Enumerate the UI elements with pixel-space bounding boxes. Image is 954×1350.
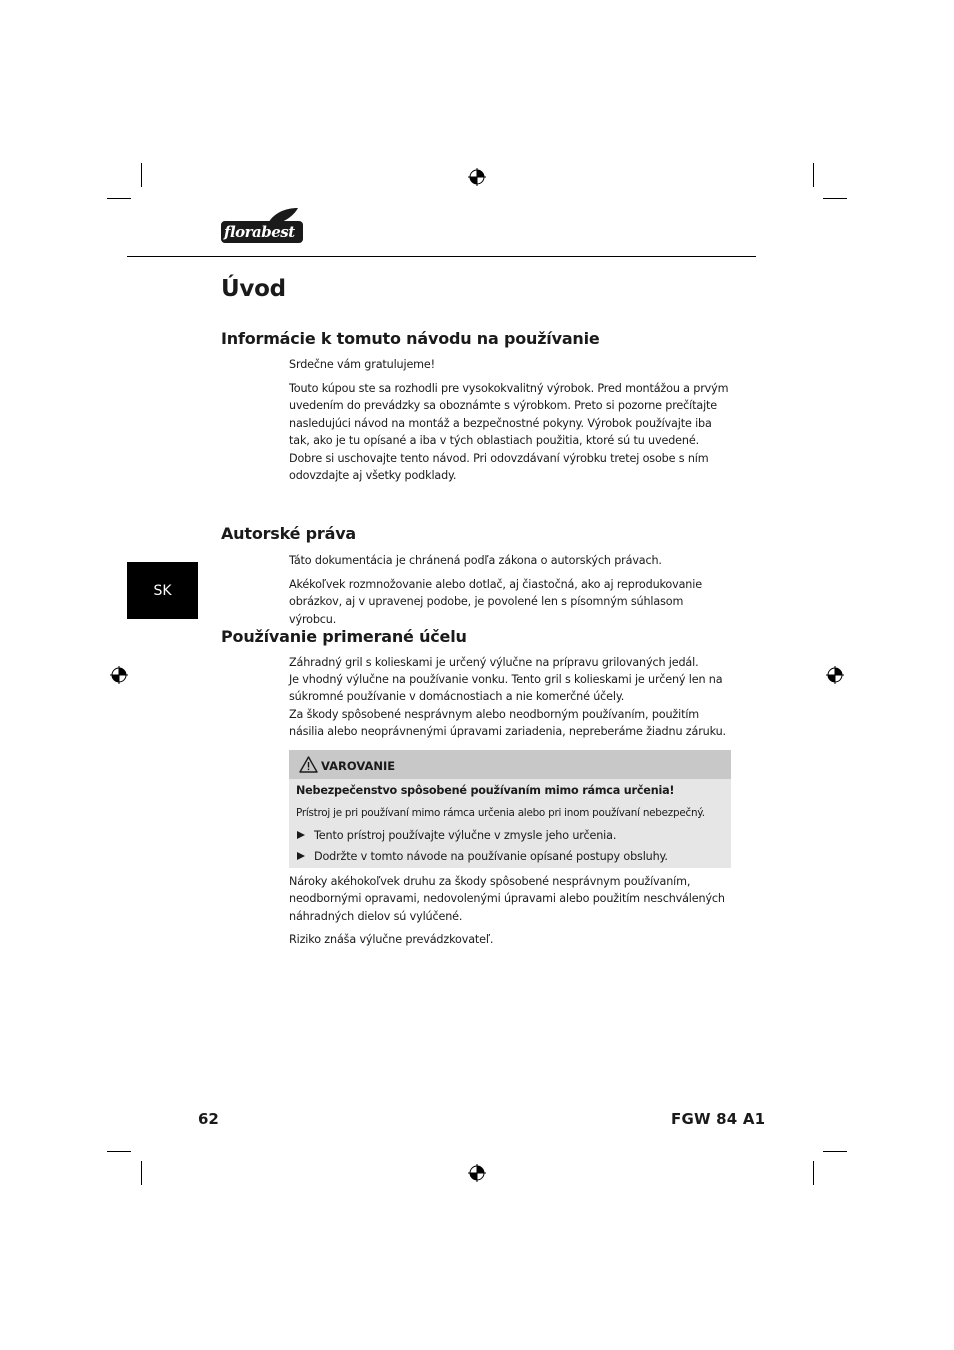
warning-label: VAROVANIE bbox=[321, 759, 396, 773]
paragraph: Záhradný gril s kolieskami je určený výlučne na prípravu grilovaných jedál. bbox=[289, 656, 699, 669]
crop-mark bbox=[107, 1151, 131, 1152]
page-number: 62 bbox=[198, 1110, 219, 1128]
model-number: FGW 84 A1 bbox=[671, 1110, 766, 1128]
bullet-arrow-icon bbox=[297, 852, 305, 860]
registration-mark-icon bbox=[468, 168, 486, 186]
section-heading: Používanie primerané účelu bbox=[221, 627, 467, 646]
paragraph: Nároky akéhokoľvek druhu za škody spôsobené nesprávnym používaním, neodbornými opravami, nedovolenými úpravami alebo použitím neschválených náhradných dielov sú vylúčené. bbox=[289, 875, 725, 923]
warning-triangle-icon bbox=[299, 756, 318, 773]
crop-mark bbox=[141, 1161, 142, 1185]
section-heading: Informácie k tomuto návodu na používanie bbox=[221, 329, 600, 348]
bullet-arrow-icon bbox=[297, 831, 305, 839]
warning-title: Nebezpečenstvo spôsobené používaním mimo rámca určenia! bbox=[296, 784, 675, 797]
header-rule bbox=[127, 256, 756, 257]
section-heading: Autorské práva bbox=[221, 524, 357, 543]
warning-bullet: Tento prístroj používajte výlučne v zmysle jeho určenia. bbox=[314, 829, 617, 842]
warning-bullet: Dodržte v tomto návode na používanie opísané postupy obsluhy. bbox=[314, 850, 668, 863]
paragraph: Srdečne vám gratulujeme! bbox=[289, 358, 435, 371]
registration-mark-icon bbox=[110, 666, 128, 684]
paragraph: Touto kúpou ste sa rozhodli pre vysokokvalitný výrobok. Pred montážou a prvým uvedením do prevádzky sa oboznámte s výrobkom. Preto si pozorne prečítajte nasledujúci návod na montáž a bezpečnostné pokyny. Výrobok používajte iba tak, ako je tu opísané a iba v tých oblastiach použitia, ktoré sú tu uvedené. Dobre si uschovajte tento návod. Pri odovzdávaní výrobku tretej osobe s ním odovzdajte aj všetky podklady. bbox=[289, 382, 729, 483]
language-tab: SK bbox=[127, 562, 198, 619]
logo-text: florabest bbox=[224, 223, 295, 241]
paragraph: Je vhodný výlučne na používanie vonku. Tento gril s kolieskami je určený len na súkromné používanie v domácnostiach a nie komerčné účely. bbox=[289, 673, 723, 704]
paragraph: Akékoľvek rozmnožovanie alebo dotlač, aj čiastočná, ako aj reprodukovanie obrázkov, aj v upravenej podobe, je povolené len s písomným súhlasom výrobcu. bbox=[289, 578, 702, 626]
crop-mark bbox=[107, 198, 131, 199]
crop-mark bbox=[141, 163, 142, 187]
brand-logo bbox=[221, 207, 305, 245]
crop-mark bbox=[823, 1151, 847, 1152]
registration-mark-icon bbox=[826, 666, 844, 684]
paragraph: Riziko znáša výlučne prevádzkovateľ. bbox=[289, 933, 494, 946]
paragraph: Táto dokumentácia je chránená podľa zákona o autorských právach. bbox=[289, 554, 662, 567]
registration-mark-icon bbox=[468, 1164, 486, 1182]
crop-mark bbox=[813, 1161, 814, 1185]
warning-text: Prístroj je pri používaní mimo rámca určenia alebo pri inom používaní nebezpečný. bbox=[296, 807, 705, 819]
paragraph: Za škody spôsobené nesprávnym alebo neodborným používaním, použitím násilia alebo neoprávnenými úpravami zariadenia, nepreberáme žiadnu záruku. bbox=[289, 708, 726, 739]
page-title: Úvod bbox=[221, 276, 286, 302]
crop-mark bbox=[813, 163, 814, 187]
crop-mark bbox=[823, 198, 847, 199]
